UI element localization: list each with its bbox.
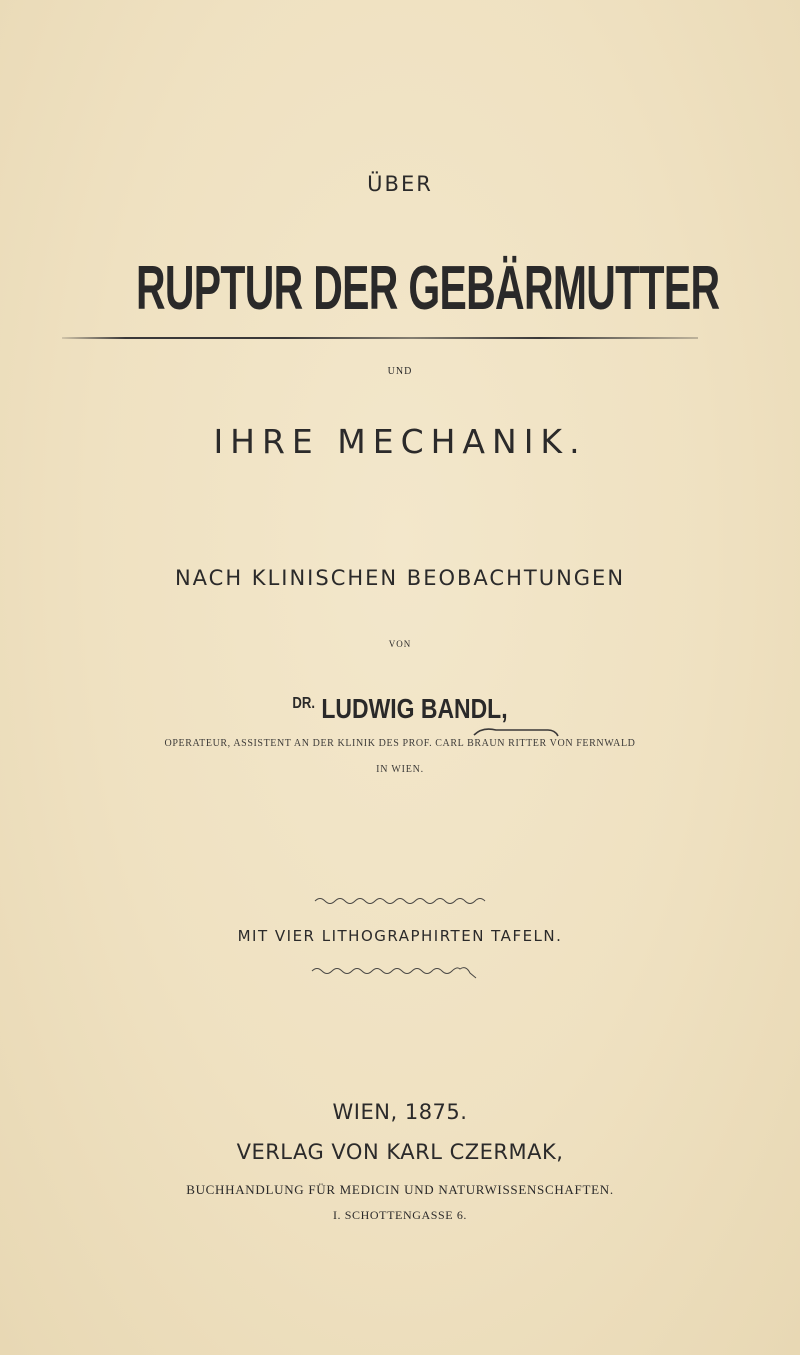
wavy-ornament-top: [313, 896, 489, 906]
conjunction: UND: [387, 366, 413, 377]
author-prefix: DR.: [292, 695, 316, 712]
affiliation-city: IN WIEN.: [376, 764, 424, 775]
title-prefix: ÜBER: [367, 172, 433, 196]
author-affiliation: OPERATEUR, ASSISTENT AN DER KLINIK DES PROF. CARL BRAUN RITTER VON FERNWALD: [164, 738, 636, 749]
subtitle: IHRE MECHANIK.: [213, 422, 587, 461]
imprint-publisher: VERLAG VON KARL CZERMAK,: [236, 1140, 564, 1164]
author-name: LUDWIG BANDL,: [321, 693, 508, 724]
imprint-bookshop: BUCHHANDLUNG FÜR MEDICIN UND NATURWISSENSCHAFTEN.: [186, 1182, 614, 1197]
author-line: [72, 693, 728, 725]
imprint-address: I. SCHOTTENGASSE 6.: [332, 1208, 468, 1222]
title-underline-rule: [62, 337, 698, 339]
by-line: VON: [388, 639, 412, 649]
plates-note: MIT VIER LITHOGRAPHIRTEN TAFELN.: [237, 927, 563, 945]
author-underline-swash: [470, 726, 560, 738]
wavy-ornament-bottom: [310, 965, 490, 979]
basis-line: NACH KLINISCHEN BEOBACHTUNGEN: [174, 566, 626, 590]
imprint-place-year: WIEN, 1875.: [332, 1100, 468, 1124]
main-title: RUPTUR DER GEBÄRMUTTER: [136, 254, 720, 323]
